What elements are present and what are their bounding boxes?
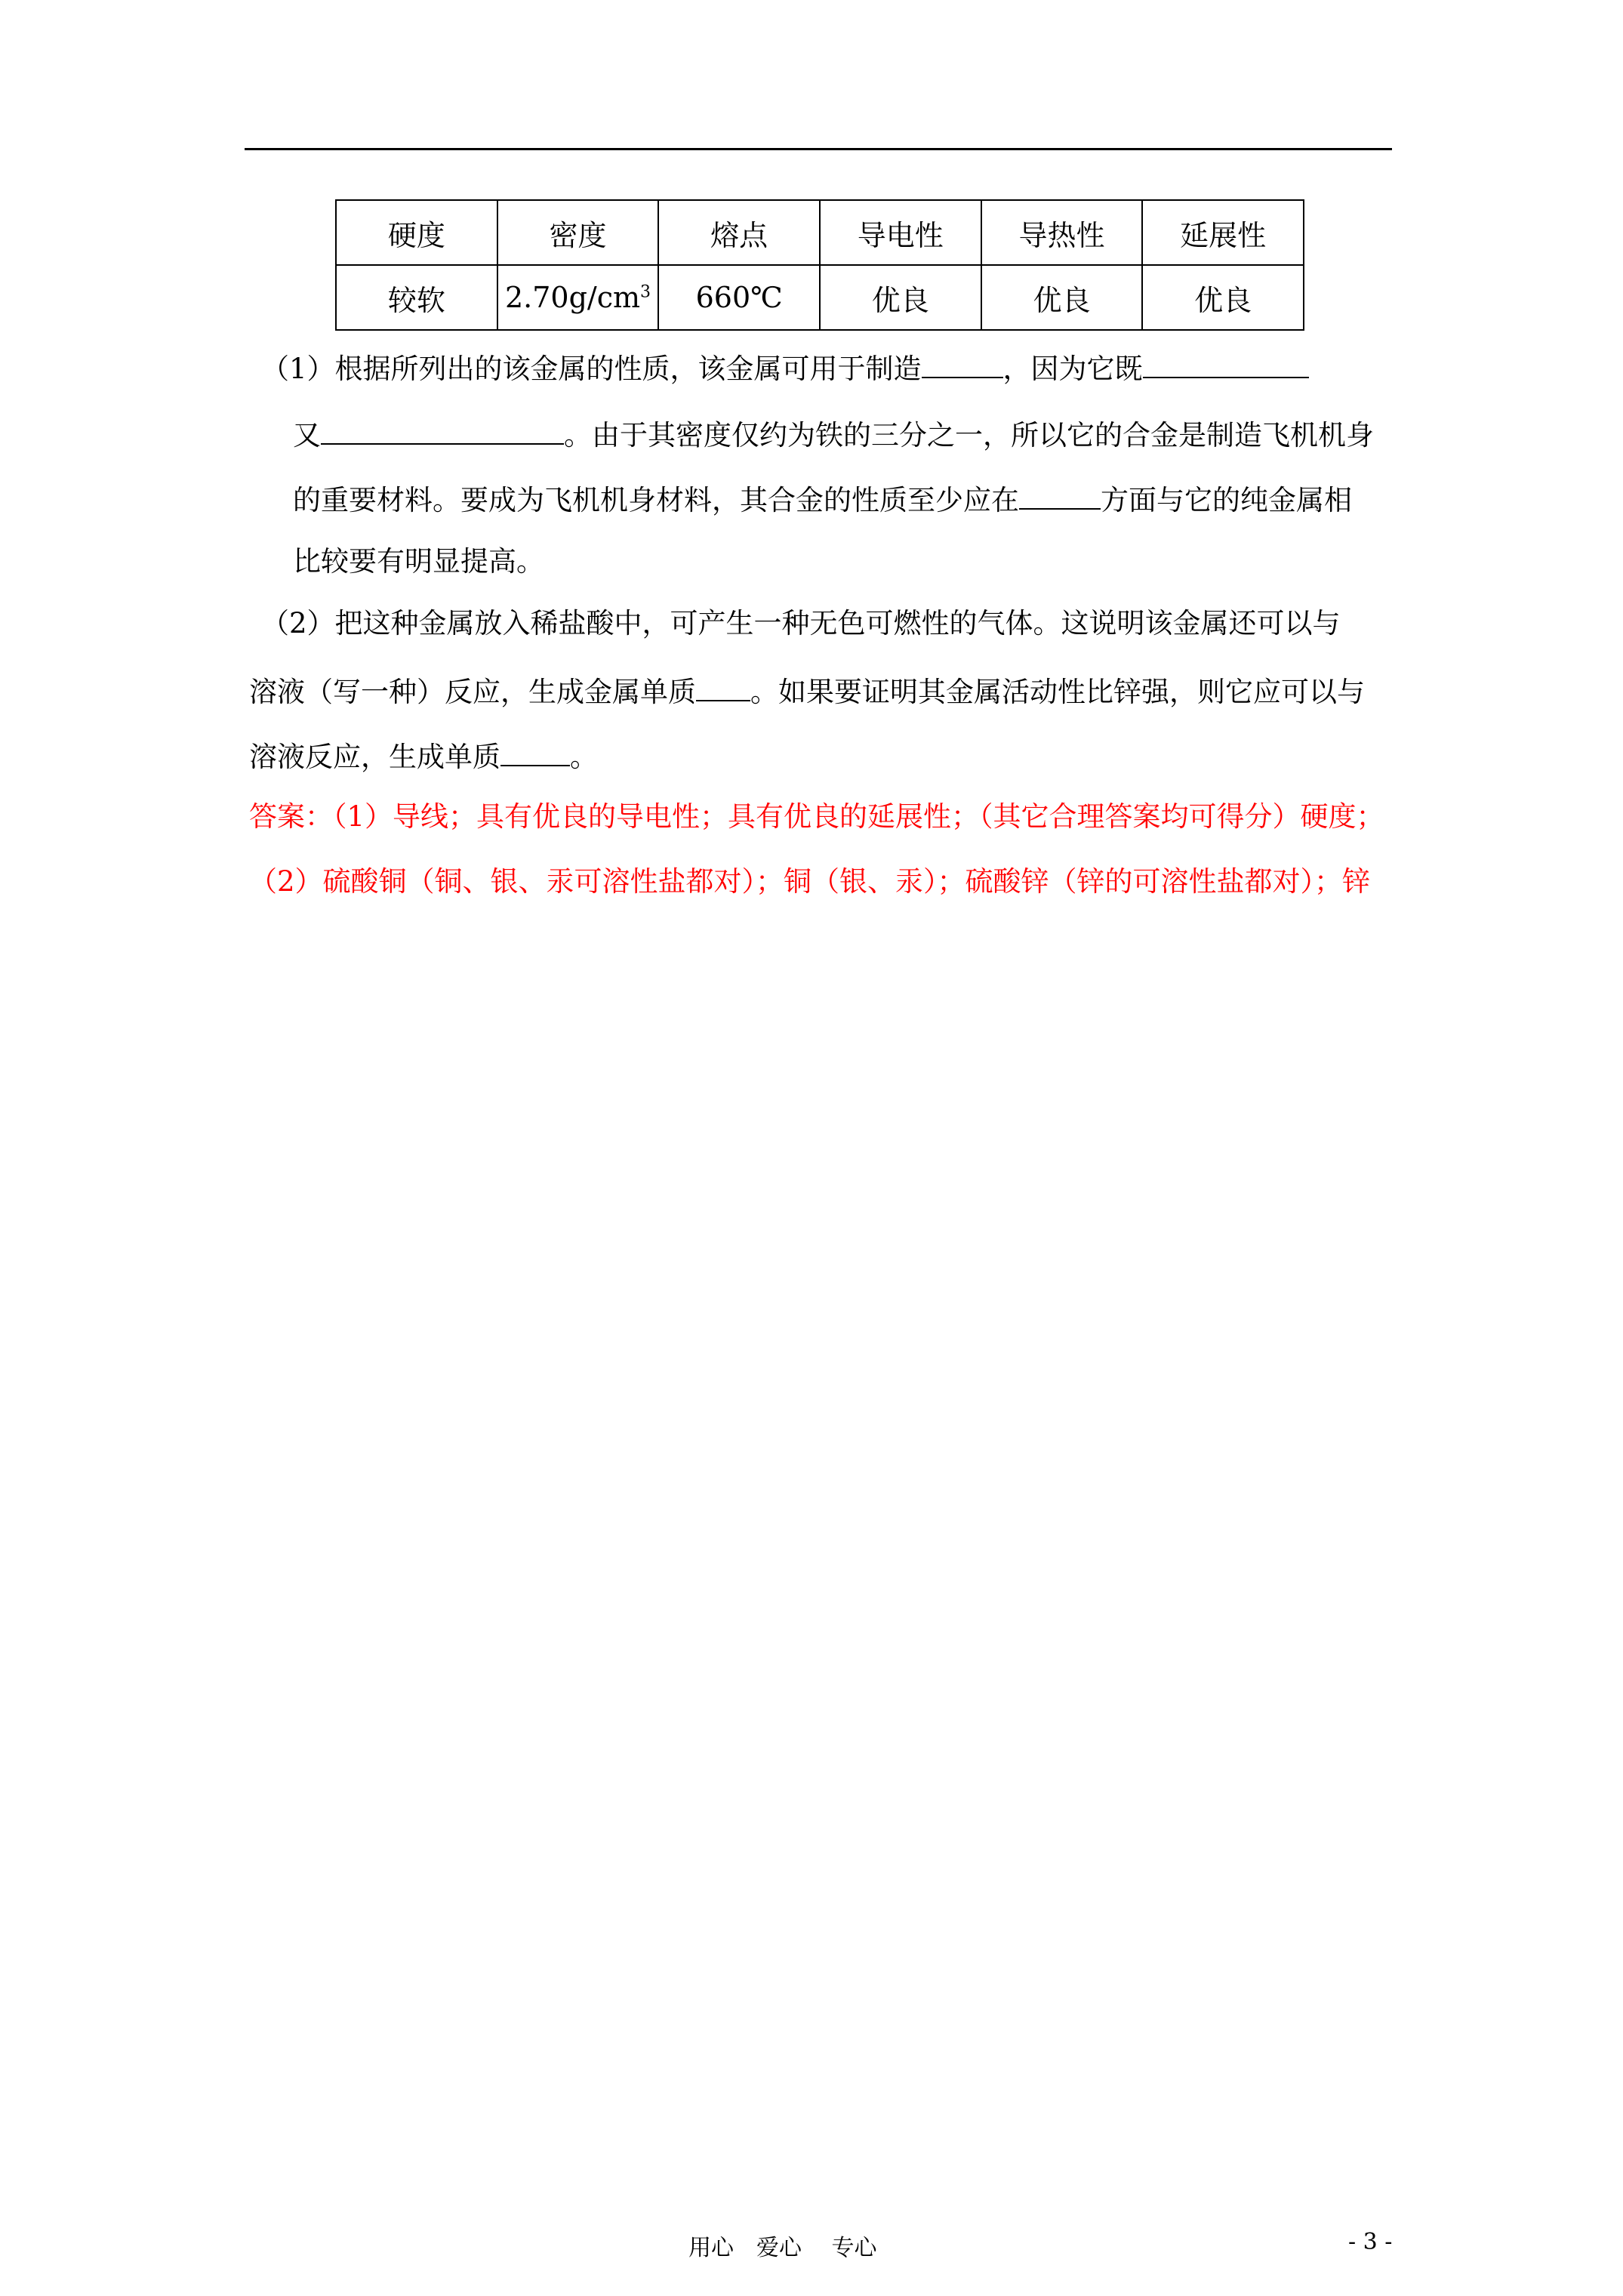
thermal-conductivity-cell: 优良 (981, 265, 1143, 330)
table-header-cell: 导电性 (820, 200, 981, 265)
q1-line-1: （1）根据所列出的该金属的性质，该金属可用于制造 ，因为它既 (261, 351, 1309, 383)
answer-blank (696, 674, 750, 701)
q2-line-2: 溶液（写一种）反应，生成金属单质 。如果要证明其金属活动性比锌强，则它应可以与 (249, 676, 1365, 708)
melting-point-cell: 660℃ (658, 265, 820, 330)
density-cell (497, 265, 659, 330)
footer-motto: 用心 爱心 专心 (688, 2235, 877, 2261)
ductility-cell: 优良 (1142, 265, 1304, 330)
density-value: 2.70g/cm (504, 281, 641, 314)
density-exponent: 3 (640, 282, 651, 302)
conductivity-cell: 优良 (820, 265, 981, 330)
table-header-cell: 密度 (497, 200, 659, 265)
table-header-cell: 导热性 (981, 200, 1143, 265)
q1-line-3: 的重要材料。要成为飞机机身材料，其合金的性质至少应在 方面与它的纯金属相 (293, 484, 1352, 516)
table-header-cell: 熔点 (658, 200, 820, 265)
answer-blank (1143, 351, 1309, 378)
table-header-cell: 延展性 (1142, 200, 1304, 265)
page-number: - 3 - (1348, 2229, 1393, 2255)
answer-blank (1019, 482, 1101, 510)
answer-blank (321, 418, 564, 445)
metal-properties-table (335, 199, 1304, 331)
answer-blank (500, 739, 570, 766)
q1-line-4: 比较要有明显提高。 (293, 545, 544, 578)
q2-line-3: 溶液反应，生成单质 。 (249, 741, 598, 773)
table-row (336, 265, 1304, 330)
table-header-row (336, 200, 1304, 265)
answer-line-1: 答案：（1）导线；具有优良的导电性；具有优良的延展性；（其它合理答案均可得分）硬度； (249, 800, 1384, 833)
q1-line-2: 又 。由于其密度仅约为铁的三分之一，所以它的合金是制造飞机机身 (293, 419, 1374, 451)
table-header-cell: 硬度 (336, 200, 497, 265)
answer-blank (922, 351, 1003, 378)
header-rule (245, 148, 1392, 150)
answer-line-2: （2）硫酸铜（铜、银、汞可溶性盐都对）；铜（银、汞）；硫酸锌（锌的可溶性盐都对）；锌 (249, 865, 1371, 898)
q2-line-1: （2）把这种金属放入稀盐酸中，可产生一种无色可燃性的气体。这说明该金属还可以与 (261, 607, 1341, 639)
hardness-cell: 较软 (336, 265, 497, 330)
